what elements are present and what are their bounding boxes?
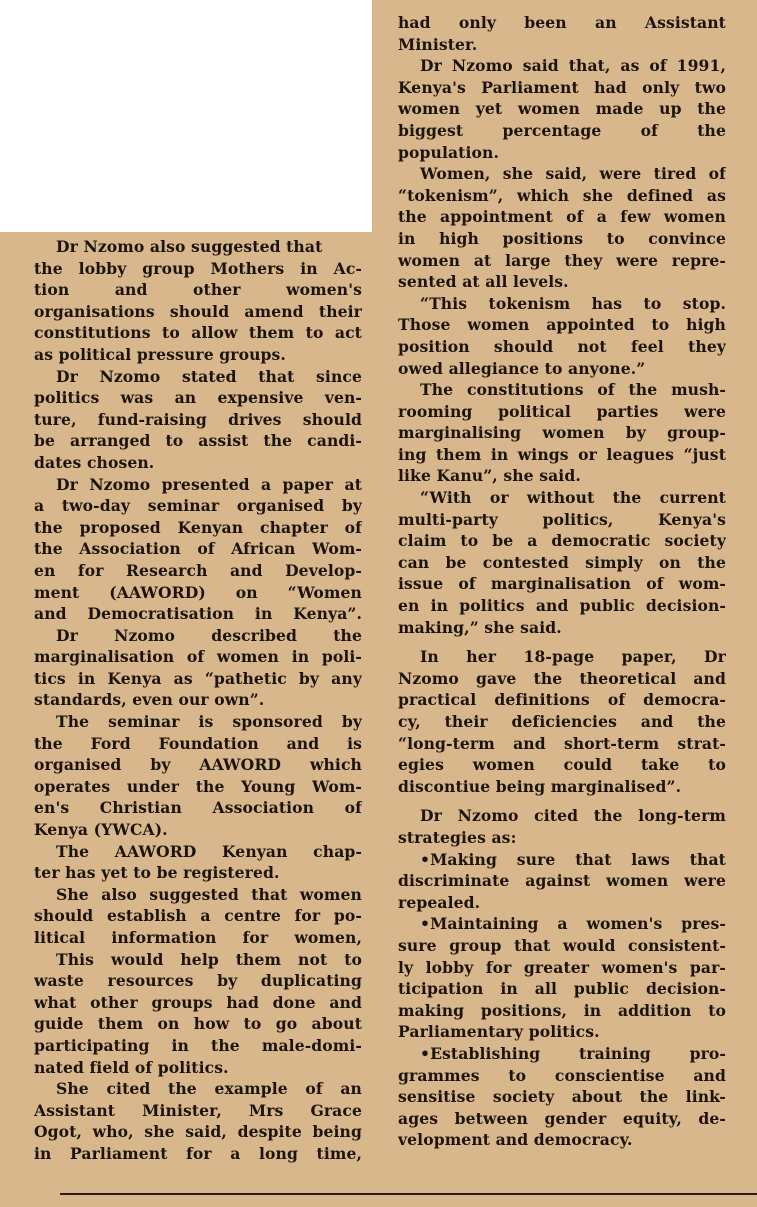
- text-line: ture, fund-raising drives should: [34, 409, 362, 429]
- text-line: tics in Kenya as “pathetic by any: [34, 668, 362, 688]
- text-line: She cited the example of an: [56, 1079, 362, 1099]
- text-line: “With or without the current: [420, 488, 726, 508]
- text-line: operates under the Young Wom-: [34, 776, 362, 796]
- text-line: dates chosen.: [34, 452, 155, 472]
- text-line: Dr Nzomo said that, as of 1991,: [420, 56, 726, 76]
- text-line: guide them on how to go about: [34, 1014, 362, 1034]
- text-line: repealed.: [398, 892, 481, 912]
- text-line: waste resources by duplicating: [34, 971, 362, 991]
- text-line: organised by AAWORD which: [34, 755, 362, 775]
- text-line: practical definitions of democra-: [398, 690, 726, 710]
- text-line: a two-day seminar organised by: [34, 496, 362, 516]
- text-line: ment (AAWORD) on “Women: [34, 582, 362, 602]
- text-line: the Association of African Wom-: [34, 539, 362, 559]
- text-line: “long-term and short-term strat-: [398, 733, 726, 753]
- text-line: ing them in wings or leagues “just: [398, 444, 726, 464]
- text-line: Those women appointed to high: [398, 315, 726, 335]
- text-line: Dr Nzomo cited the long-term: [420, 806, 726, 826]
- text-line: the proposed Kenyan chapter of: [34, 517, 362, 537]
- text-line: in Parliament for a long time,: [34, 1143, 362, 1163]
- text-line: biggest percentage of the: [398, 120, 726, 140]
- text-line: Dr Nzomo described the: [56, 625, 362, 645]
- text-line: the appointment of a few women: [398, 207, 726, 227]
- text-line: en's Christian Association of: [34, 798, 362, 818]
- text-line: Dr Nzomo stated that since: [56, 366, 362, 386]
- text-line: ages between gender equity, de-: [398, 1108, 726, 1128]
- text-line: multi-party politics, Kenya's: [398, 509, 726, 529]
- text-line: egies women could take to: [398, 755, 726, 775]
- text-line: •Making sure that laws that: [420, 849, 726, 869]
- text-line: •Maintaining a women's pres-: [420, 914, 726, 934]
- text-line: should establish a centre for po-: [34, 906, 362, 926]
- text-line: Dr Nzomo presented a paper at: [56, 474, 362, 494]
- text-line: sensitise society about the link-: [398, 1087, 726, 1107]
- text-line: tion and other women's: [34, 280, 362, 300]
- text-line: politics was an expensive ven-: [34, 388, 362, 408]
- text-line: Minister.: [398, 34, 478, 54]
- text-line: be arranged to assist the candi-: [34, 431, 362, 451]
- text-line: The seminar is sponsored by: [56, 712, 362, 732]
- text-line: grammes to conscientise and: [398, 1065, 726, 1085]
- text-line: the Ford Foundation and is: [34, 733, 362, 753]
- text-line: nated field of politics.: [34, 1057, 229, 1077]
- text-line: making positions, in addition to: [398, 1000, 726, 1020]
- text-line: rooming political parties were: [398, 401, 726, 421]
- text-line: marginalisation of women in poli-: [34, 647, 362, 667]
- text-line: women at large they were repre-: [398, 250, 726, 270]
- text-line: population.: [398, 142, 499, 162]
- article-column-left: [34, 236, 362, 1165]
- text-line: The constitutions of the mush-: [420, 380, 726, 400]
- text-line: like Kanu”, she said.: [398, 466, 581, 486]
- text-line: marginalising women by group-: [398, 423, 726, 443]
- text-line: •Establishing training pro-: [420, 1043, 726, 1063]
- text-line: ticipation in all public decision-: [398, 979, 726, 999]
- bottom-rule: [60, 1193, 757, 1195]
- text-line: constitutions to allow them to act: [34, 323, 362, 343]
- text-line: owed allegiance to anyone.”: [398, 358, 646, 378]
- text-line: claim to be a democratic society: [398, 531, 726, 551]
- text-line: the lobby group Mothers in Ac-: [34, 258, 362, 278]
- text-line: organisations should amend their: [34, 301, 362, 321]
- text-line: Kenya's Parliament had only two: [398, 77, 726, 97]
- text-line: Ogot, who, she said, despite being: [34, 1122, 362, 1142]
- text-line: position should not feel they: [398, 336, 726, 356]
- text-line: in high positions to convince: [398, 228, 726, 248]
- text-line: discontiue being marginalised”.: [398, 776, 682, 796]
- text-line: ly lobby for greater women's par-: [398, 957, 726, 977]
- text-line: making,” she said.: [398, 617, 562, 637]
- text-line: litical information for women,: [34, 928, 362, 947]
- text-line: had only been an Assistant: [398, 13, 726, 32]
- text-line: and Democratisation in Kenya”.: [34, 604, 362, 624]
- text-line: can be contested simply on the: [398, 552, 726, 572]
- text-line: as political pressure groups.: [34, 344, 286, 364]
- text-line: strategies as:: [398, 827, 517, 847]
- text-line: “tokenism”, which she defined as: [398, 185, 726, 205]
- text-line: This would help them not to: [56, 949, 362, 969]
- article-column-right: [398, 12, 726, 1151]
- paragraph-gap: [398, 797, 726, 805]
- text-line: Nzomo gave the theoretical and: [398, 668, 726, 688]
- text-line: Parliamentary politics.: [398, 1022, 600, 1042]
- text-line: discriminate against women were: [398, 871, 726, 891]
- text-line: Women, she said, were tired of: [420, 164, 726, 184]
- text-line: Assistant Minister, Mrs Grace: [34, 1100, 362, 1120]
- text-line: Kenya (YWCA).: [34, 820, 168, 840]
- text-line: women yet women made up the: [398, 99, 726, 119]
- text-line: en for Research and Develop-: [34, 560, 362, 580]
- paragraph-gap: [398, 638, 726, 646]
- text-line: sure group that would consistent-: [398, 935, 726, 955]
- text-line: She also suggested that women: [56, 884, 362, 904]
- text-line: en in politics and public decision-: [398, 596, 726, 616]
- text-line: velopment and democracy.: [398, 1130, 633, 1150]
- text-line: sented at all levels.: [398, 272, 569, 292]
- text-line: participating in the male-domi-: [34, 1035, 362, 1055]
- text-line: In her 18-page paper, Dr: [420, 647, 726, 667]
- text-line: cy, their deficiencies and the: [398, 712, 726, 731]
- text-line: “This tokenism has to stop.: [420, 293, 726, 313]
- text-line: standards, even our own”.: [34, 690, 265, 710]
- text-line: ter has yet to be registered.: [34, 863, 280, 883]
- text-line: what other groups had done and: [34, 992, 362, 1012]
- text-line: The AAWORD Kenyan chap-: [56, 841, 362, 861]
- text-line: Dr Nzomo also suggested that: [56, 237, 323, 256]
- text-line: issue of marginalisation of wom-: [398, 574, 726, 594]
